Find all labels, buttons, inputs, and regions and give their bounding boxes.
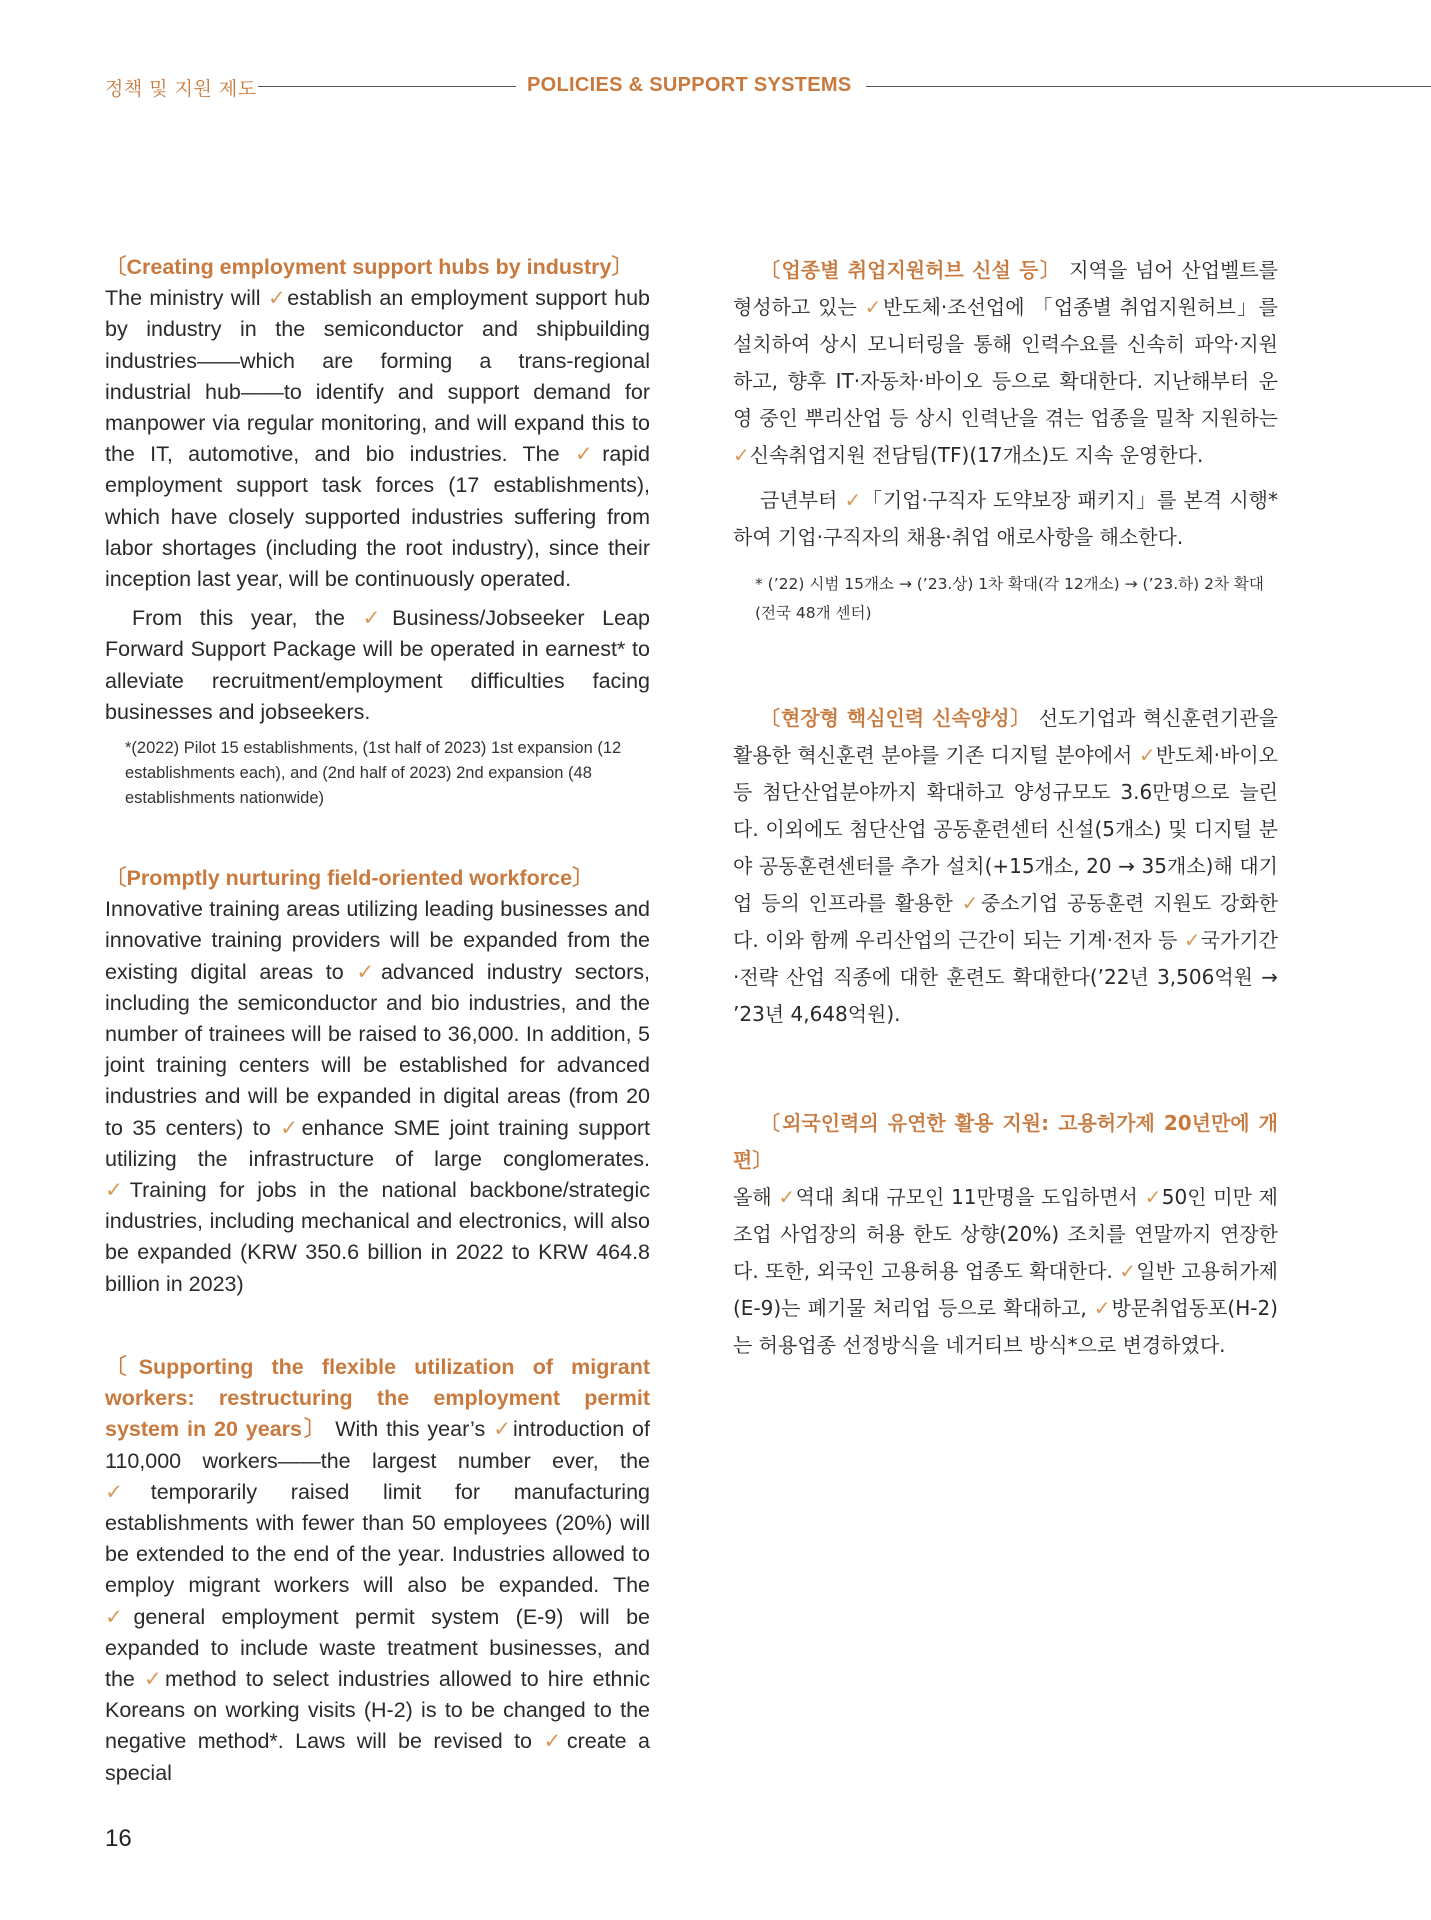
page-header xyxy=(0,72,1431,102)
check-icon: ✓ xyxy=(267,286,288,311)
body-text: 반도체·조선업에 「업종별 취업지원허브」를 설치하여 상시 모니터링을 통해 인력수요를 신속히 파악·지원하고, 향후 IT·자동차·바이오 등으로 확대한다. 지난해부터 운영 중인 뿌리산업 등 상시 인력난을 겪는 업종을 밀착 지원하는 xyxy=(733,295,1278,430)
check-icon: ✓ xyxy=(280,1115,302,1140)
body-text: Business/Jobseeker Leap Forward Support Package will be operated in earnest* to alleviate recruitment/employment difficulties facing businesses and jobseekers. xyxy=(105,606,650,724)
body-text: The ministry will xyxy=(105,286,268,311)
body-text: 올해 xyxy=(733,1185,779,1209)
migrant-workers-paragraph-kr xyxy=(733,1105,1278,1364)
body-text: Training for jobs in the national backbone/strategic industries, including mechanical and electronics, will also be expanded (KRW 350.6 billion in 2022 to KRW 464.8 billion in 2023) xyxy=(105,1178,651,1296)
check-icon: ✓ xyxy=(1138,743,1156,767)
body-text: establish an employment support hub by industry in the semiconductor and shipbuilding industries——which are forming a trans-regional industrial hub——to identify and support demand for manpower via regular monitoring, and will expand this to the IT, automotive, and bio industries. The xyxy=(105,286,650,467)
check-icon: ✓ xyxy=(733,443,750,467)
body-text: 신속취업지원 전담팀(TF)(17개소)도 지속 운영한다. xyxy=(749,443,1204,467)
check-icon: ✓ xyxy=(864,295,883,319)
korean-column xyxy=(733,252,1278,1364)
footnote: * (’22) 시범 15개소 → (’23.상) 1차 확대(각 12개소) → (’23.하) 2차 확대(전국 48개 센터) xyxy=(755,575,1264,622)
header-divider-right xyxy=(866,86,1431,87)
check-icon: ✓ xyxy=(844,488,863,512)
body-text: With this year’s xyxy=(327,1417,494,1442)
body-text: enhance SME joint training support utilizing the infrastructure of large conglomerates. xyxy=(105,1115,650,1171)
body-text: temporarily raised limit for manufacturing establishments with fewer than 50 employees (20%) will be extended to the end of the year. Industries allowed to employ migrant workers will also be expanded. The xyxy=(105,1479,650,1598)
section-title-english: POLICIES & SUPPORT SYSTEMS xyxy=(527,74,852,96)
leap-package-paragraph xyxy=(105,603,650,728)
check-icon: ✓ xyxy=(574,442,603,467)
section-heading: 〔업종별 취업지원허브 신설 등〕 xyxy=(760,258,1062,282)
body-text: introduction of 110,000 workers——the largest number ever, the xyxy=(105,1417,650,1473)
body-text: 반도체·바이오 등 첨단산업분야까지 확대하고 양성규모도 3.6만명으로 늘린다. 이외에도 첨단산업 공동훈련센터 신설(5개소) 및 디지털 분야 공동훈련센터를 추가 설치(+15개소, 20 → 35개소)해 대기업 등의 인프라를 활용한 xyxy=(733,743,1278,915)
page-number: 16 xyxy=(105,1825,132,1852)
check-icon: ✓ xyxy=(143,1666,165,1691)
body-text: 금년부터 xyxy=(760,488,845,512)
check-icon: ✓ xyxy=(961,891,981,915)
leap-package-paragraph-kr xyxy=(733,482,1278,556)
body-text: 지역을 넘어 산업벨트를 형성하고 있는 xyxy=(733,258,1278,319)
body-text: 50인 미만 제조업 사업장의 허용 한도 상향(20%) 조치를 연말까지 연장한다. 또한, 외국인 고용허용 업종도 확대한다. xyxy=(733,1185,1278,1283)
body-text: From this year, the xyxy=(132,606,363,631)
check-icon: ✓ xyxy=(543,1729,567,1754)
english-column xyxy=(105,252,650,1789)
check-icon: ✓ xyxy=(105,1178,130,1203)
body-text: rapid employment support task forces (17 establishments), which have closely supported industries suffering from labor shortages (including the root industry), since their inception last year, will be continuously operated. xyxy=(105,442,650,592)
body-text: 국가기간·전략 산업 직종에 대한 훈련도 확대한다(’22년 3,506억원 → ’23년 4,648억원). xyxy=(733,928,1278,1026)
employment-hubs-paragraph-kr xyxy=(733,252,1278,474)
check-icon: ✓ xyxy=(356,959,381,984)
body-text: 일반 고용허가제(E-9)는 폐기물 처리업 등으로 확대하고, xyxy=(733,1259,1278,1320)
footnote: *(2022) Pilot 15 establishments, (1st half of 2023) 1st expansion (12 establishments each), and (2nd half of 2023) 2nd expansion (48 establishments nationwide) xyxy=(125,739,622,808)
body-text: create a special xyxy=(105,1729,650,1785)
body-text: advanced industry sectors, including the semiconductor and bio industries, and the number of trainees will be raised to 36,000. In addition, 5 joint training centers will be established for advanced industries and will be expanded in digital areas (from 20 to 35 centers) to xyxy=(105,959,650,1140)
section-heading: 〔현장형 핵심인력 신속양성〕 xyxy=(760,706,1032,730)
check-icon: ✓ xyxy=(778,1185,796,1209)
body-text: 방문취업동포(H-2)는 허용업종 선정방식을 네거티브 방식*으로 변경하였다. xyxy=(733,1296,1278,1357)
body-text: 중소기업 공동훈련 지원도 강화한다. 이와 함께 우리산업의 근간이 되는 기계·전자 등 xyxy=(733,891,1278,952)
workforce-paragraph xyxy=(105,863,650,1300)
check-icon: ✓ xyxy=(105,1604,134,1629)
section-heading: 〔Creating employment support hubs by industry〕 xyxy=(105,255,633,279)
check-icon: ✓ xyxy=(1119,1259,1137,1283)
section-title-korean: 정책 및 지원 제도 xyxy=(105,78,257,100)
body-text: 선도기업과 혁신훈련기관을 활용한 혁신훈련 분야를 기존 디지털 분야에서 xyxy=(733,706,1278,767)
body-text: general employment permit system (E-9) will be expanded to include waste treatment businesses, and the xyxy=(105,1604,650,1691)
check-icon: ✓ xyxy=(493,1417,514,1442)
workforce-paragraph-kr xyxy=(733,700,1278,1033)
employment-hubs-paragraph xyxy=(105,252,650,595)
migrant-workers-paragraph xyxy=(105,1352,650,1789)
body-text: 「기업·구직자 도약보장 패키지」를 본격 시행*하여 기업·구직자의 채용·취업 애로사항을 해소한다. xyxy=(733,488,1278,549)
section-heading: 〔외국인력의 유연한 활용 지원: 고용허가제 20년만에 개편〕 xyxy=(733,1111,1278,1172)
section-heading: 〔Supporting the flexible utilization of migrant workers: restructuring the employment permit system in 20 years〕 xyxy=(105,1354,650,1442)
header-divider-left xyxy=(258,86,516,87)
body-text: 역대 최대 규모인 11만명을 도입하면서 xyxy=(795,1185,1145,1209)
check-icon: ✓ xyxy=(1183,928,1201,952)
check-icon: ✓ xyxy=(362,606,393,631)
body-text: method to select industries allowed to hire ethnic Koreans on working visits (H-2) is to be changed to the negative method*. Laws will be revised to xyxy=(105,1666,650,1754)
body-text: Innovative training areas utilizing leading businesses and innovative training providers will be expanded from the existing digital areas to xyxy=(105,897,650,984)
section-heading: 〔Promptly nurturing field-oriented workforce〕 xyxy=(105,866,594,891)
check-icon: ✓ xyxy=(105,1479,151,1504)
check-icon: ✓ xyxy=(1144,1185,1162,1209)
check-icon: ✓ xyxy=(1093,1296,1112,1320)
